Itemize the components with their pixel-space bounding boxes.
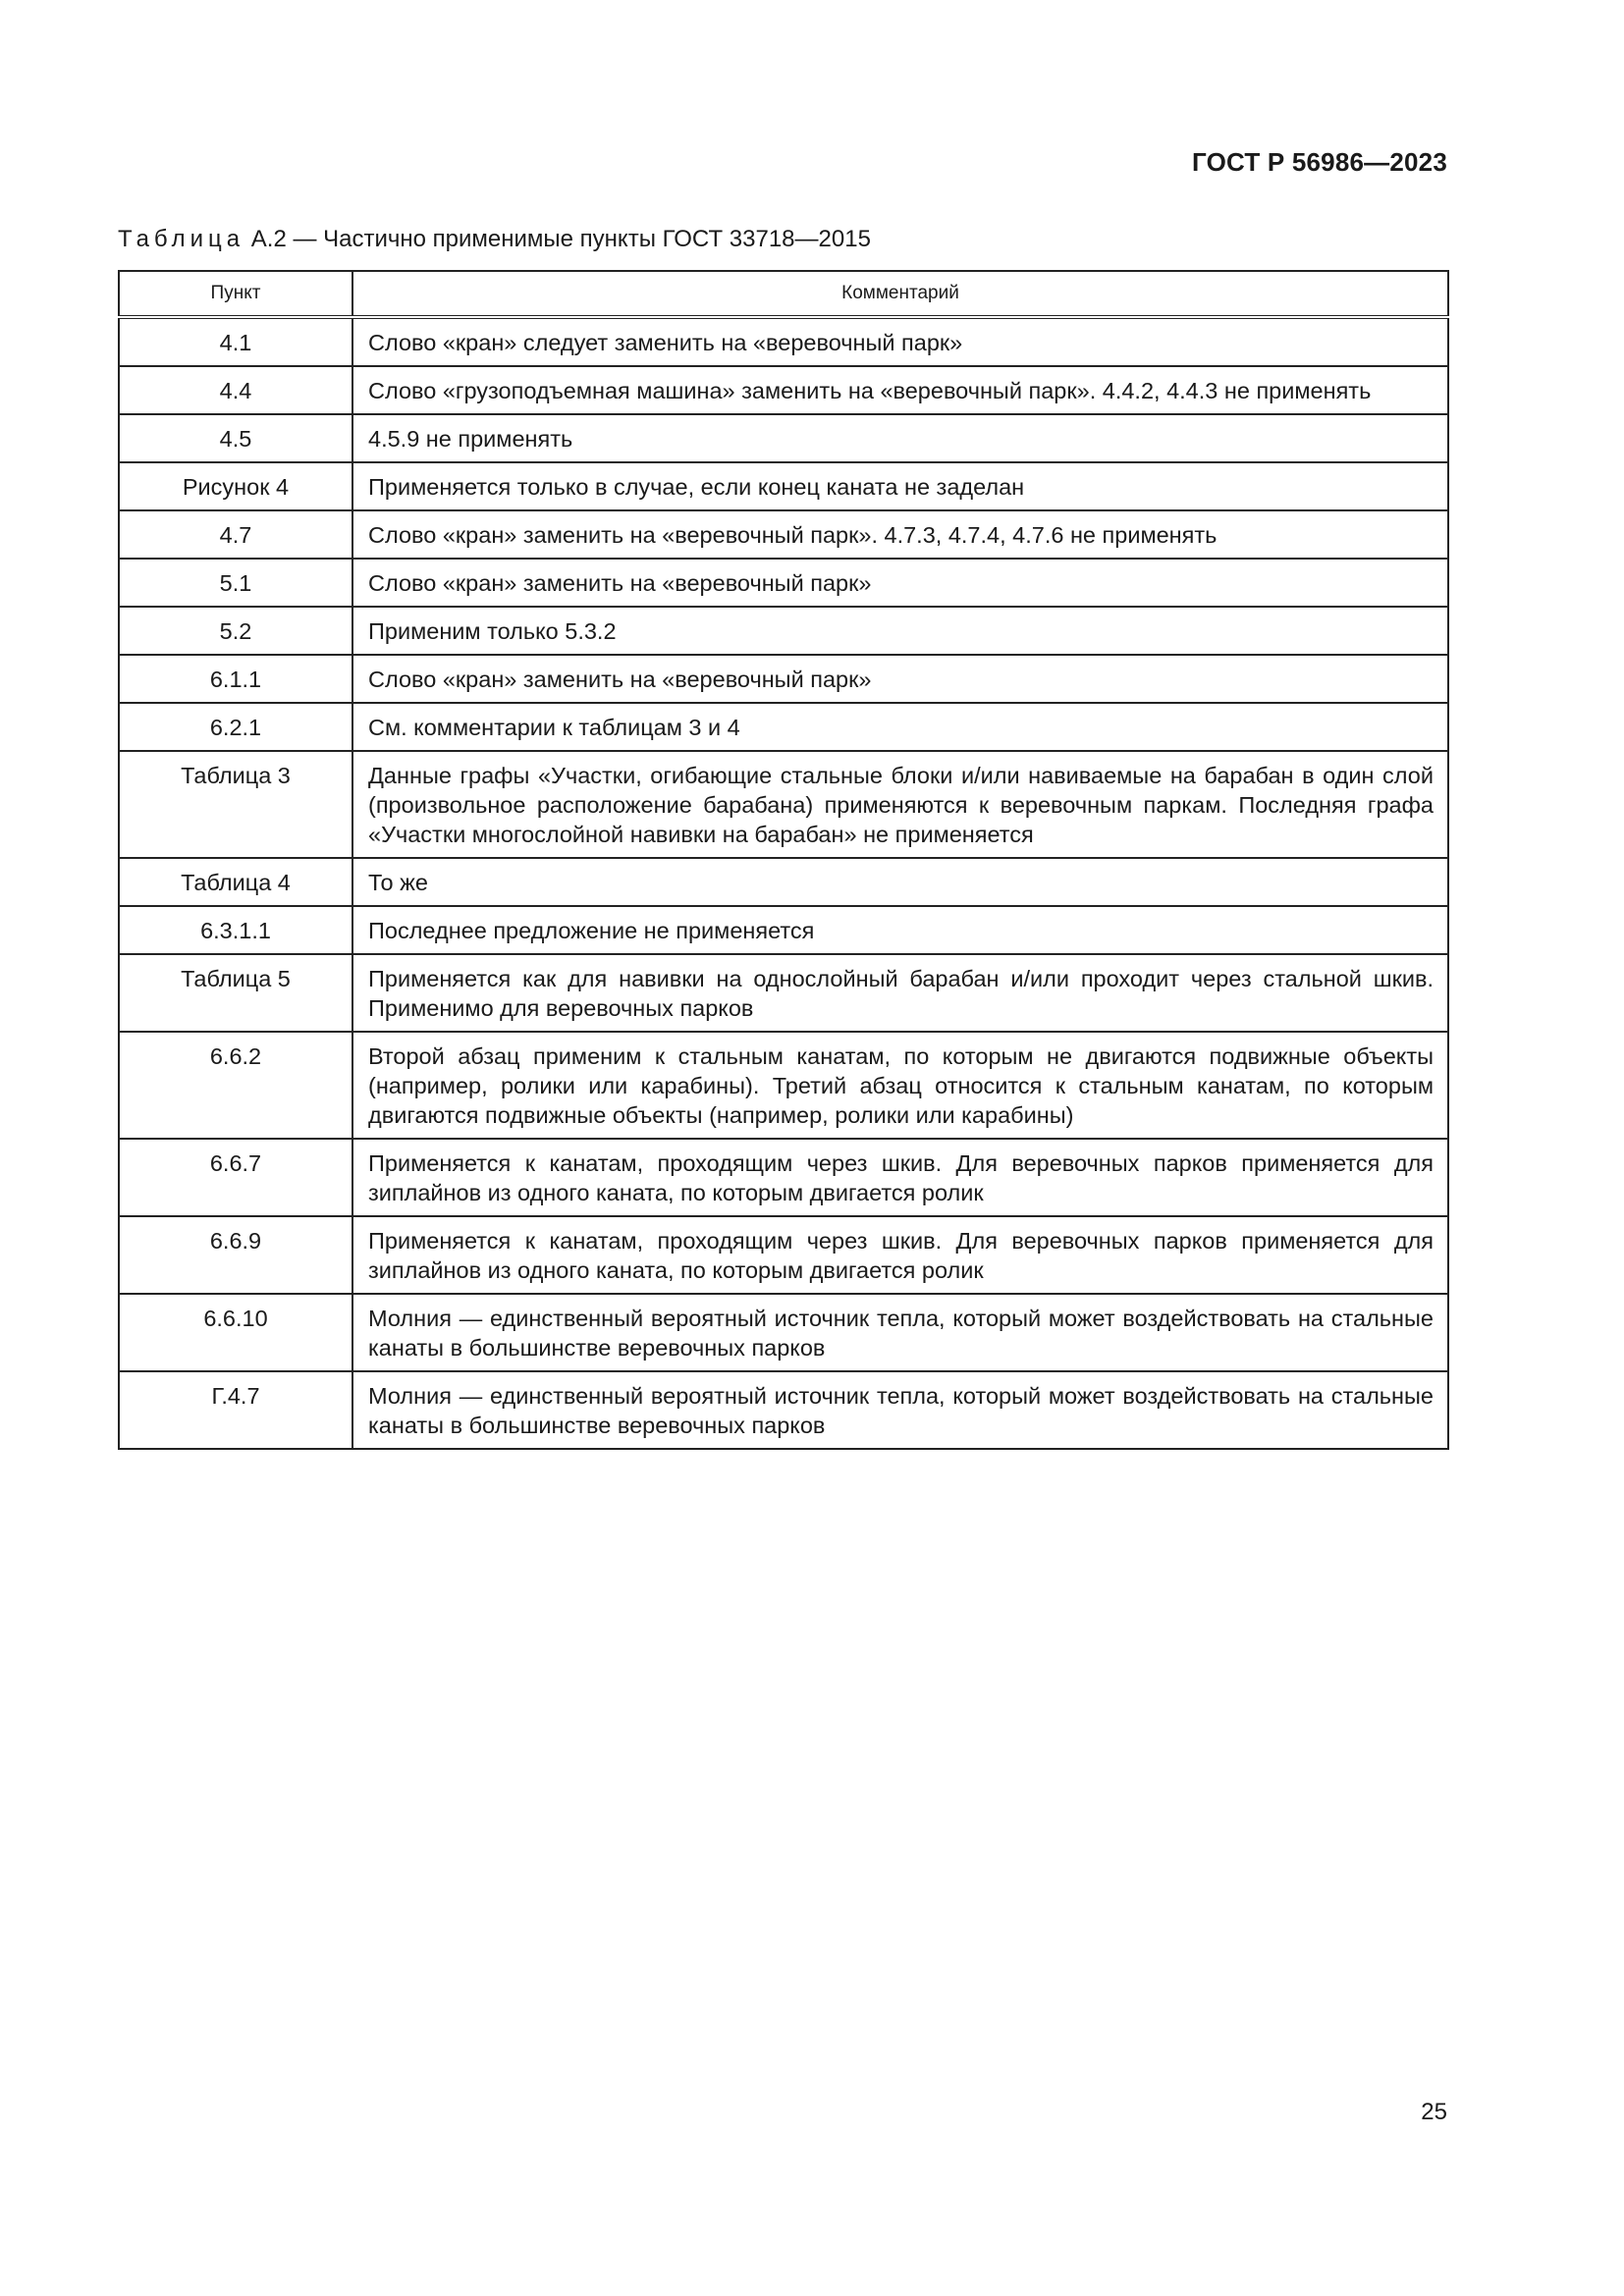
table-row — [119, 906, 1448, 954]
table-row — [119, 414, 1448, 462]
cell-item: Таблица 3 — [119, 751, 352, 858]
cell-item: 6.6.9 — [119, 1216, 352, 1294]
table-container — [118, 270, 1447, 1450]
table-row — [119, 1139, 1448, 1216]
cell-item: 6.3.1.1 — [119, 906, 352, 954]
cell-comment: Слово «грузоподъемная машина» заменить на «веревочный парк». 4.4.2, 4.4.3 не применять — [352, 366, 1448, 414]
table-row — [119, 510, 1448, 559]
page-number: 25 — [1421, 2099, 1447, 2125]
cell-item: 4.5 — [119, 414, 352, 462]
table-row — [119, 1032, 1448, 1139]
column-header-comment: Комментарий — [352, 271, 1448, 317]
cell-item: 6.2.1 — [119, 703, 352, 751]
table-row — [119, 1294, 1448, 1371]
table-row — [119, 317, 1448, 366]
cell-comment: Второй абзац применим к стальным канатам, по которым не двигаются подвижные объекты (например, ролики или карабины). Третий абзац относится к стальным канатам, по которым двигаются подвижные объекты (например, ролики или карабины) — [352, 1032, 1448, 1139]
table-row — [119, 655, 1448, 703]
table-row — [119, 366, 1448, 414]
cell-item: 5.2 — [119, 607, 352, 655]
table-row — [119, 1216, 1448, 1294]
cell-item: 4.7 — [119, 510, 352, 559]
cell-item: 6.1.1 — [119, 655, 352, 703]
cell-comment: Молния — единственный вероятный источник тепла, который может воздействовать на стальные канаты в большинстве веревочных парков — [352, 1294, 1448, 1371]
cell-item: 6.6.2 — [119, 1032, 352, 1139]
cell-comment: См. комментарии к таблицам 3 и 4 — [352, 703, 1448, 751]
cell-comment: Применяется к канатам, проходящим через шкив. Для веревочных парков применяется для зиплайнов из одного каната, по которым двигается ролик — [352, 1139, 1448, 1216]
cell-comment: Слово «кран» заменить на «веревочный парк» — [352, 655, 1448, 703]
table-body — [119, 317, 1448, 1449]
table-row — [119, 462, 1448, 510]
cell-item: 5.1 — [119, 559, 352, 607]
column-header-item: Пункт — [119, 271, 352, 317]
table-caption-text: А.2 — Частично применимые пункты ГОСТ 33718—2015 — [244, 226, 871, 252]
cell-comment: Данные графы «Участки, огибающие стальные блоки и/или навиваемые на барабан в один слой (произвольное расположение барабана) применяются к веревочным паркам. Последняя графа «Участки многослойной навивки на барабан» не применяется — [352, 751, 1448, 858]
table-row — [119, 607, 1448, 655]
table-row — [119, 751, 1448, 858]
table-caption-label: Таблица — [118, 226, 245, 252]
cell-comment: 4.5.9 не применять — [352, 414, 1448, 462]
cell-item: 6.6.7 — [119, 1139, 352, 1216]
cell-comment: То же — [352, 858, 1448, 906]
cell-item: 6.6.10 — [119, 1294, 352, 1371]
table-header-row — [119, 271, 1448, 317]
cell-comment: Слово «кран» заменить на «веревочный парк». 4.7.3, 4.7.4, 4.7.6 не применять — [352, 510, 1448, 559]
document-code: ГОСТ Р 56986—2023 — [1192, 147, 1447, 177]
table-row — [119, 559, 1448, 607]
table-row — [119, 858, 1448, 906]
cell-comment: Применяется только в случае, если конец каната не заделан — [352, 462, 1448, 510]
table-caption — [118, 226, 871, 253]
cell-comment: Слово «кран» заменить на «веревочный парк» — [352, 559, 1448, 607]
cell-item: Рисунок 4 — [119, 462, 352, 510]
cell-item: Таблица 5 — [119, 954, 352, 1032]
cell-comment: Слово «кран» следует заменить на «веревочный парк» — [352, 317, 1448, 366]
table-row — [119, 954, 1448, 1032]
table-row — [119, 1371, 1448, 1449]
table-row — [119, 703, 1448, 751]
cell-item: 4.1 — [119, 317, 352, 366]
cell-comment: Применим только 5.3.2 — [352, 607, 1448, 655]
cell-comment: Применяется как для навивки на однослойный барабан и/или проходит через стальной шкив. Применимо для веревочных парков — [352, 954, 1448, 1032]
applicability-table — [118, 270, 1449, 1450]
cell-item: 4.4 — [119, 366, 352, 414]
cell-comment: Молния — единственный вероятный источник тепла, который может воздействовать на стальные канаты в большинстве веревочных парков — [352, 1371, 1448, 1449]
cell-item: Таблица 4 — [119, 858, 352, 906]
cell-comment: Применяется к канатам, проходящим через шкив. Для веревочных парков применяется для зиплайнов из одного каната, по которым двигается ролик — [352, 1216, 1448, 1294]
cell-comment: Последнее предложение не применяется — [352, 906, 1448, 954]
cell-item: Г.4.7 — [119, 1371, 352, 1449]
